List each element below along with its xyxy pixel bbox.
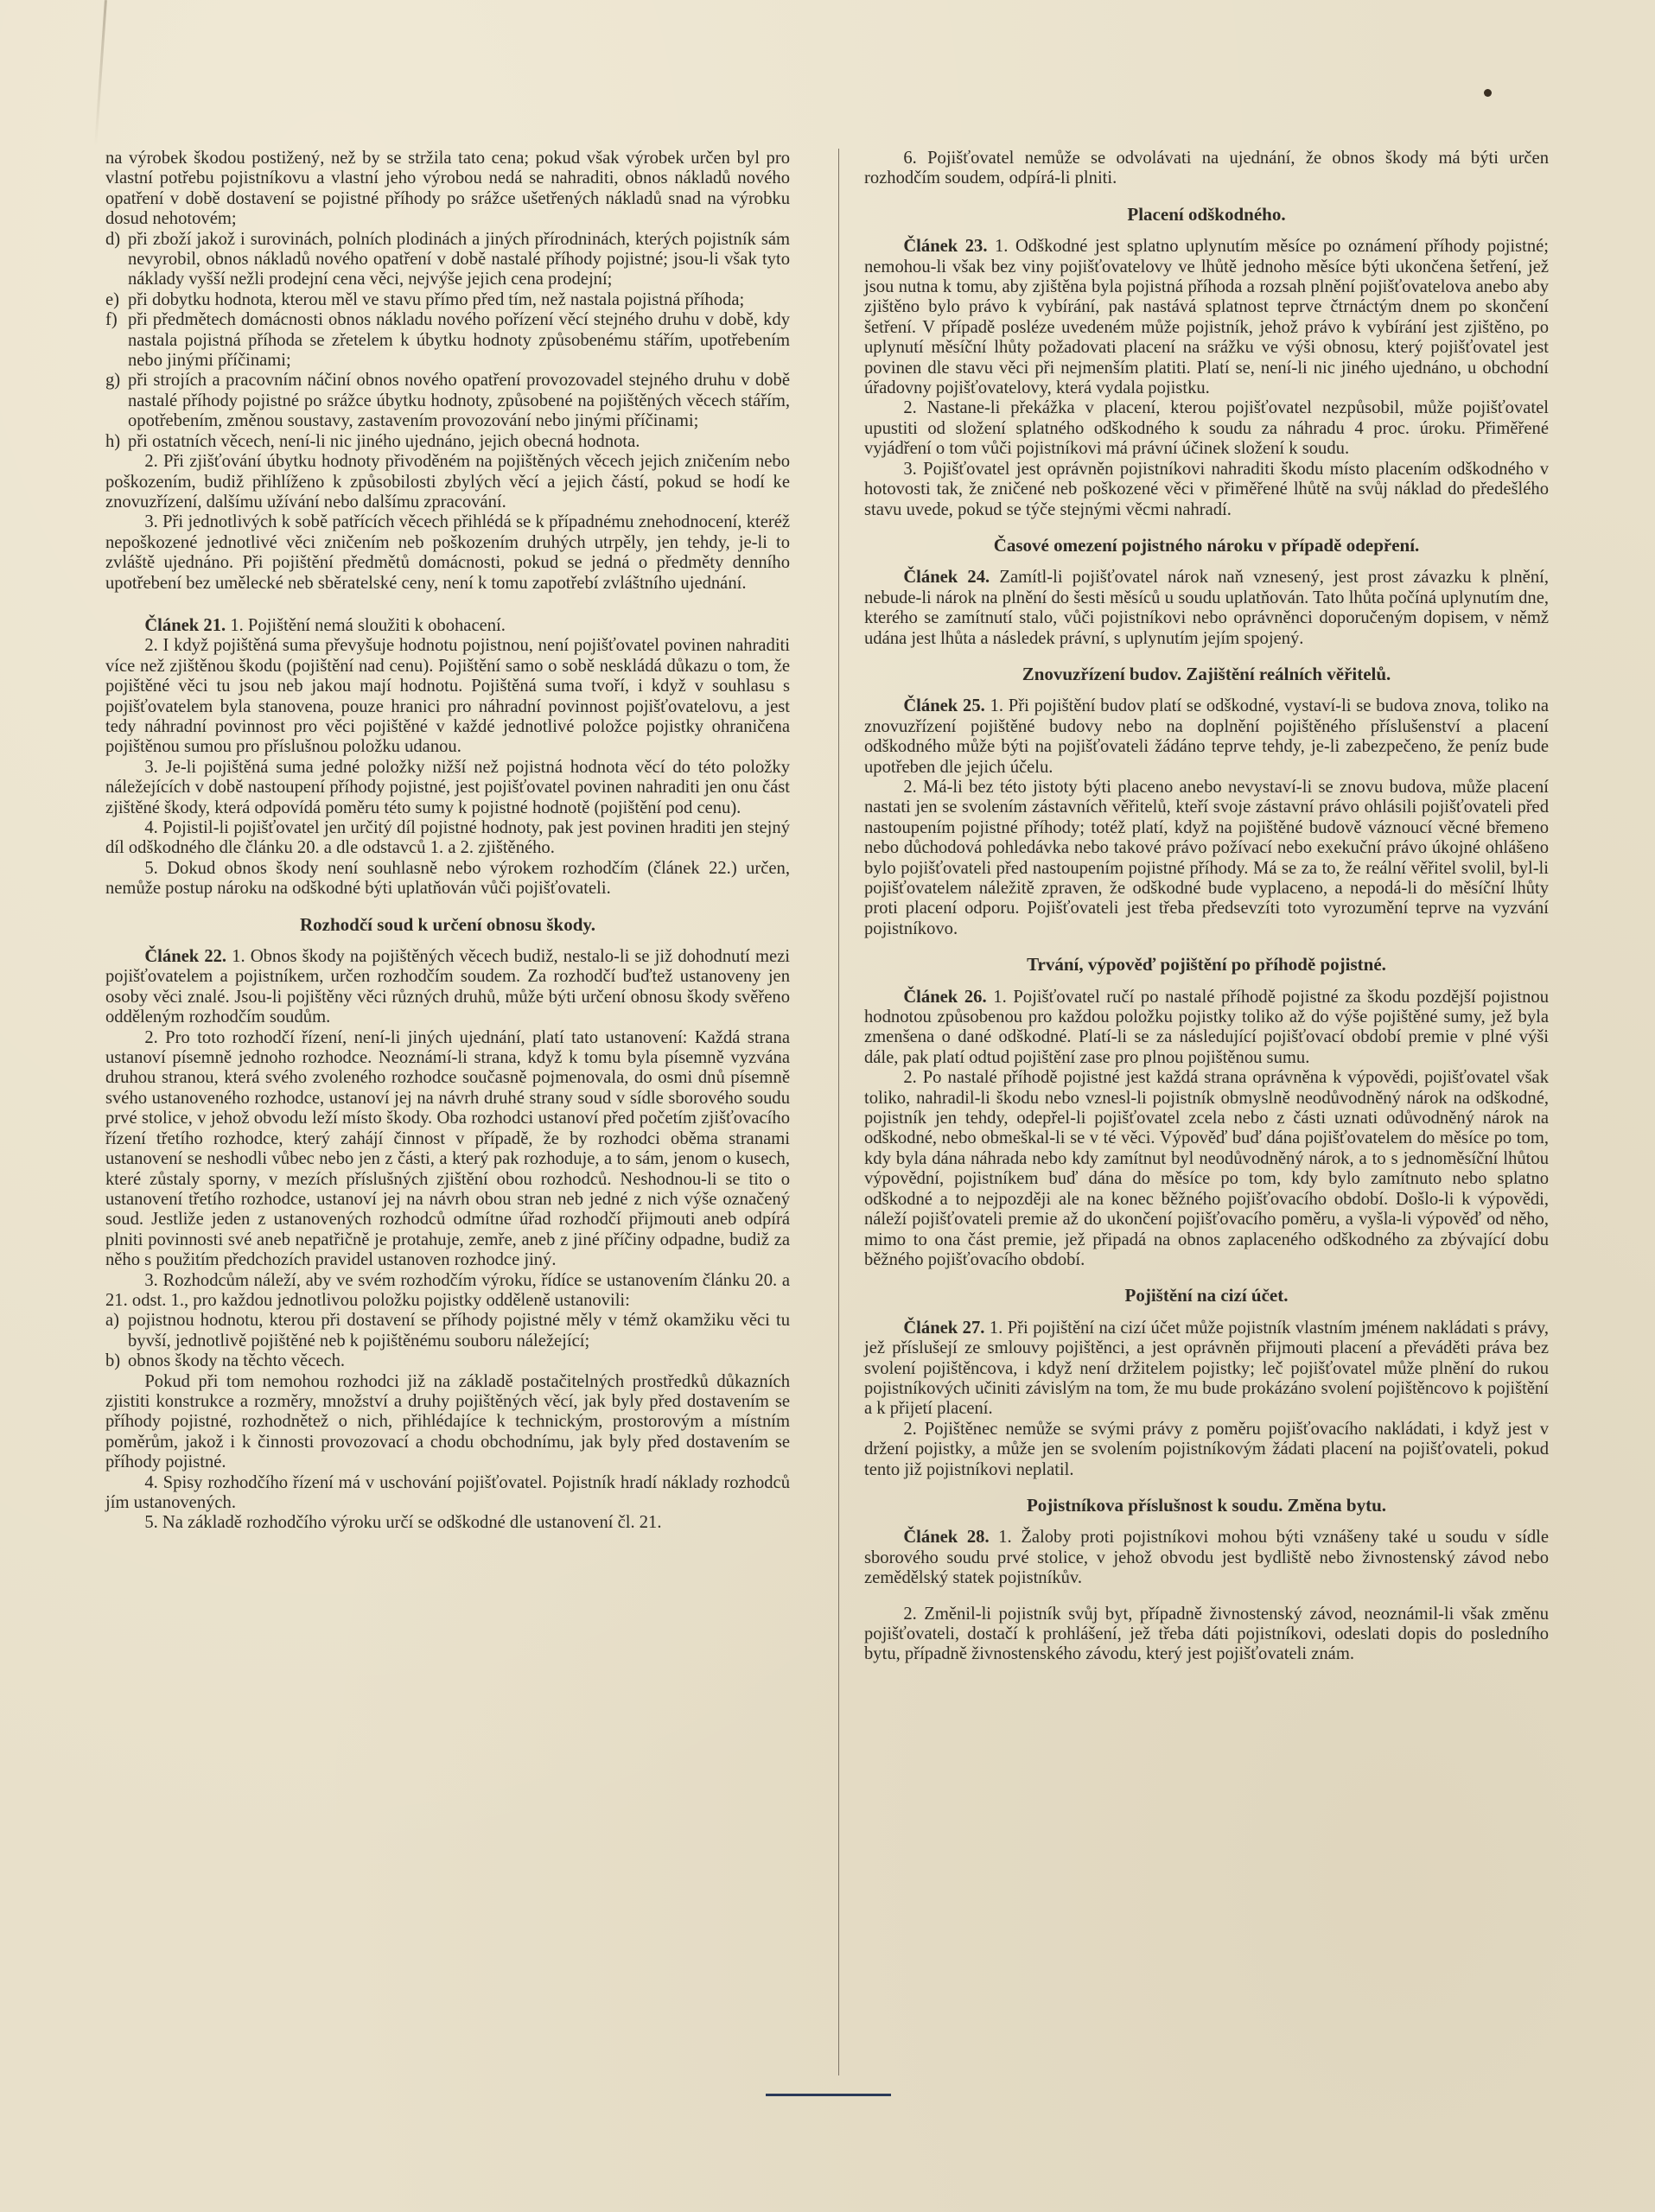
article-25 (864, 696, 1549, 778)
list-item (105, 371, 790, 431)
item-text: při zboží jakož i surovinách, polních plodinách a jiných přírodninách, kterých pojistník sám nevyrobil, obnos nákladů nového opatření v době nastalé příhody pojistné; jsou-li však tyto náklady vyšší nežli prodejní cena věci, nejvýše jejich cena prodejní; (128, 229, 790, 289)
paragraph: 1. Odškodné jest splatno uplynutím měsíce po oznámení příhody pojistné; nemohou-li však bez viny pojišťovatelovy ve lhůtě jednoho měsíce býti ukončena šetření, jež jsou nutna k tomu, aby zjištěna byla pojistná příhoda a rozsah plnění pojišťovatelova anebo aby zjištěno bylo právo k vybírání, pak nastává splatnost teprve čtrnáctým dnem po skončení šetření. V případě posléze uvedeném může pojistník, jehož právo k vybírání jest zjištěno, po uplynutí měsíční lhůty požadovati placení na srážku ve výši obnosu, který pojišťovatel jest povinen dle stavu věci při nejmenším platiti. Platí se, není-li nic jiného ujednáno, u obchodní úřadovny pojišťovatelovy, která vydala pojistku. (864, 237, 1549, 398)
item-text: při předmětech domácnosti obnos nákladu nového pořízení věcí stejného druhu v době, kdy nastala pojistná příhoda se zřetelem k úbytku hodnoty způsobenému stářím, upotřebením nebo jinými příčinami; (128, 310, 790, 371)
section-heading: Časové omezení pojistného nároku v případě odepření. (993, 534, 1420, 556)
item-text: obnos škody na těchto věcech. (128, 1351, 346, 1371)
article-28 (864, 1528, 1549, 1588)
paragraph: 1. Při pojištění na cizí účet může pojistník vlastním jménem nakládati s právy, jež příslušejí ze smlouvy pojištěnci, a jest oprávněn přijmouti placení a převáděti práva bez svolení pojištěncova, i když není držitelem pojistky; leč pojišťovatel může plnění do rukou pojistníkových učiniti závislým na tom, že mu bude prokázáno svolení pojištěncovo k pojištění a k přijetí placení. (864, 1318, 1549, 1419)
section-heading: Rozhodčí soud k určení obnosu škody. (300, 913, 595, 935)
paragraph: 2. Pojištěnec nemůže se svými právy z poměru pojišťovacího nakládati, i když jest v držení pojistky, a může jen se svolením pojistníkovým žádati placení na pojišťovateli, pokud tento již pojistníkovi neplatil. (864, 1419, 1549, 1479)
paragraph: 2. Nastane-li překážka v placení, kterou pojišťovatel nezpůsobil, může pojišťovatel upustiti od složení splatného odškodného k soudu za náhradu 4 proc. úroku. Přiměřené vyjádření o tom vůči pojistníkovi má právní účinek složení k soudu. (864, 398, 1549, 459)
item-marker: g) (105, 371, 121, 391)
article-21 (105, 616, 790, 636)
article-22 (105, 947, 790, 1028)
article-26 (864, 988, 1549, 1069)
list-item (105, 1351, 790, 1371)
section-heading: Znovuzřízení budov. Zajištění reálních věřitelů. (1022, 663, 1391, 684)
list-item (105, 432, 790, 452)
article-heading: Článek 26. (903, 987, 987, 1007)
spacer (105, 594, 790, 616)
left-column (105, 149, 790, 1534)
paragraph: 4. Pojistil-li pojišťovatel jen určitý díl pojistné hodnoty, pak jest povinen hraditi jen stejný díl odškodného dle článku 20. a dle odstavců 1. a 2. zjištěného. (105, 818, 790, 858)
paragraph: 1. Obnos škody na pojištěných věcech budiž, nestalo-li se již dohodnutí mezi pojišťovatelem a pojistníkem, určen rozhodčím soudem. Za rozhodčí buďtež ustanoveny jen osoby věci znalé. Jsou-li pojištěny věci různých druhů, může býti určení obnosu škody svěřeno odděleným rozhodčím soudům. (105, 947, 790, 1027)
ink-dot (1484, 89, 1492, 97)
article-23 (864, 237, 1549, 398)
article-heading: Článek 24. (903, 568, 990, 588)
paragraph: 2. Pro toto rozhodčí řízení, není-li jiných ujednání, platí tato ustanovení: Každá strana ustanoví písemně jednoho rozhodce. Neoznámí-li strana, když k tomu byla písemně vyzvána druhou stranou, která svého zvoleného rozhodce současně pojmenovala, do osmi dnů písemně svého ustanoveného rozhodce, ustanoví jej na návrh druhé strany soud v sídle sborového soudu prvé stolice, v jehož obvodu leží místo škody. Oba rozhodci ustanoví před početím zjišťovacího řízení třetího rozhodce, který zahájí činnost v případě, že by rozhodci oběma stranami ustanovení se neshodli vůbec nebo jen z části, a který pak rozhoduje, a to sám, jenom o kusech, které zůstaly sporny, v mezích příslušných zjištění obou rozhodců. Neshodnou-li se tito o ustanovení třetího rozhodce, ustanoví jej na návrh obou stran neb jedné z nich výše označený soud. Jestliže jeden z ustanovených rozhodců odmítne úřad rozhodčí přijmouti aneb odpírá plniti povinnosti své aneb nepatřičně je protahuje, zemře, aneb z jiné příčiny odpadne, budiž za něho s použitím předchozích pravidel ustanoven rozhodce jiný. (105, 1027, 790, 1270)
paragraph: 2. Má-li bez této jistoty býti placeno anebo nevystaví-li se znovu budova, může placení nastati jen se svolením zástavních věřitelů, kteří svoje zástavní právo ohlásili pojišťovateli před nastoupením pojistné příhody; totéž platí, když na pojištěné budově váznoucí věcné břemeno nebo důchodová pohledávka nebo takové právo požívací nebo exekuční právo úkojné ohlášeno bylo pojišťovateli před nastoupením pojistné příhody. Má se za to, že reální věřitel svolil, byl-li pojišťovatelem náležitě zpraven, že odškodné bude vyplaceno, a nepodá-li do měsíční lhůty proti placení odporu. Pojišťovateli jest třeba předsevzíti toto vyrozumění teprve na vyzvání pojistníkovo. (864, 777, 1549, 938)
list-item (105, 290, 790, 310)
paragraph: 6. Pojišťovatel nemůže se odvolávati na ujednání, že obnos škody má býti určen rozhodčím soudem, odpírá-li plniti. (864, 149, 1549, 188)
paragraph: 1. Žaloby proti pojistníkovi mohou býti vznášeny také u soudu v sídle sborového soudu prvé stolice, v jehož obvodu jest bydliště nebo živnostenský závod nebo zemědělský statek pojistníkův. (864, 1528, 1549, 1588)
item-marker: d) (105, 229, 121, 249)
paragraph: na výrobek škodou postižený, než by se stržila tato cena; pokud však výrobek určen byl pro vlastní potřebu pojistníkovu a vlastní jeho výrobou nedá se nahraditi, obnos nákladů nového opatření v době dostavení se pojistné příhody po srážce ušetřených nákladů snad na výrobku dosud nehotovém; (105, 149, 790, 229)
item-marker: a) (105, 1311, 119, 1331)
paragraph: 2. Změnil-li pojistník svůj byt, případně živnostenský závod, neoznámil-li však změnu pojišťovateli, dostačí k prohlášení, jež třeba dáti pojistníkovi, odeslati dopis do posledního bytu, případně živnostenského závodu, který jest pojišťovateli znám. (864, 1604, 1549, 1664)
paragraph: Zamítl-li pojišťovatel nárok naň vznesený, jest prost závazku k plnění, nebude-li nárok na plnění do šesti měsíců u soudu uplatňován. Tato lhůta počíná uplynutím dne, kterého se zamítnutí stalo, vůči pojistníkovi nebo oprávněnci doporučeným dopisem, v němž udána jest lhůta a následek právní, s uplynutím jejím spojený. (864, 568, 1549, 648)
item-text: pojistnou hodnotu, kterou při dostavení se příhody pojistné měly v témž okamžiku věci tu byvší, jednotlivě pojištěné neb k pojištěnému souboru náležející; (128, 1311, 790, 1351)
paragraph: 1. Pojišťovatel ručí po nastalé příhodě pojistné za škodu pozdější pojistnou hodnotou způsobenou pro každou položku pojistky toliko až do výše pojištěné sumy, jež byla zmenšena o dané odškodné. Platí-li se za následující pojišťovací období premie v plné výši dále, pak platí odtud pojištění zase pro plnou pojištěnou sumu. (864, 987, 1549, 1067)
section-heading: Pojistníkova příslušnost k soudu. Změna bytu. (1026, 1494, 1387, 1516)
article-heading: Článek 28. (903, 1528, 990, 1548)
article-24 (864, 568, 1549, 649)
paragraph: 3. Je-li pojištěná suma jedné položky nižší než pojistná hodnota věcí do této položky náležejících v době nastoupení příhody pojistné, jest pojišťovatel povinen nahraditi jen onu část zjištěné škody, která odpovídá poměru této sumy k pojistné hodnotě (pojištění pod cenu). (105, 757, 790, 817)
paper-crease (94, 0, 107, 147)
item-text: při ostatních věcech, není-li nic jiného ujednáno, jejich obecná hodnota. (128, 431, 640, 451)
paragraph: 3. Při jednotlivých k sobě patřících věcech přihlédá se k případnému znehodnocení, kteréž nepoškozené jednotlivé věci zničením neb poškozením druhých utrpěly, jen tehdy, je-li to zvláště ujednáno. Při pojištění předmětů domácnosti, pokud se jedná o předměty denního upotřebení bez umělecké neb sběratelské ceny, není k tomu zapotřebí zvláštního ujednání. (105, 512, 790, 593)
list-item (105, 230, 790, 290)
paragraph: 2. Při zjišťování úbytku hodnoty přivoděném na pojištěných věcech jejich zničením nebo poškozením, budiž přihlíženo k způsobilosti zbylých věcí a jejich částí, pokud se hodí ke znovuzřízení, dalšímu užívání nebo dalšímu zpracování. (105, 452, 790, 512)
paragraph: 1. Pojištění nemá sloužiti k obohacení. (230, 615, 506, 635)
end-rule (766, 2094, 891, 2096)
item-text: při strojích a pracovním náčiní obnos nového opatření provozovadel stejného druhu v době nastalé příhody pojistné po srážce úbytku hodnoty, způsobené na pojištěných věcech stářím, opotřebením, změnou soustavy, zastavením provozování nebo jinými příčinami; (128, 371, 790, 431)
paragraph: 4. Spisy rozhodčího řízení má v uschování pojišťovatel. Pojistník hradí náklady rozhodců jím ustanovených. (105, 1472, 790, 1512)
article-heading: Článek 25. (903, 696, 985, 716)
article-heading: Článek 27. (903, 1318, 985, 1338)
section-heading: Placení odškodného. (1127, 203, 1286, 225)
list-item (105, 1311, 790, 1351)
paragraph: 5. Dokud obnos škody není souhlasně nebo výrokem rozhodčím (článek 22.) určen, nemůže postup nároku na odškodné býti uplatňován vůči pojišťovateli. (105, 858, 790, 899)
paragraph: 3. Rozhodcům náleží, aby ve svém rozhodčím výroku, řídíce se ustanovením článku 20. a 21. odst. 1., pro každou jednotlivou položku pojistky odděleně ustanovili: (105, 1270, 790, 1310)
paragraph: Pokud při tom nemohou rozhodci již na základě postačitelných prostředků důkazních zjistiti konstrukce a rozměry, množství a druhy pojištěných věcí, jak byly před dostavením se příhody pojistné, rozhodnětež o nich, přihlédajíce k technickým, prostorovým a místním poměrům, jakož i k činnosti provozovací a chodu obchodnímu, jak byly před dostavením se příhody pojistné. (105, 1371, 790, 1472)
item-marker: h) (105, 431, 121, 451)
article-27 (864, 1319, 1549, 1420)
paragraph: 2. I když pojištěná suma převyšuje hodnotu pojistnou, není pojišťovatel povinen nahraditi více než zjištěnou škodu (pojištění nad cenu). Pojištění samo o sobě neskládá důkazu o tom, že pojištěné věci tu jsou neb jakou mají hodnotu. Pojištěná suma tvoří, i když v souhlasu s pojišťovatelem byla stanovena, pouze hranici pro náhradní povinnost pojišťovatelovu, a jest tedy náhradní povinnost pro věci pojištěné v každé jednotlivé položce pojistky ohraničena pojištěnou sumou pro příslušnou položku udanou. (105, 636, 790, 757)
article-heading: Článek 22. (144, 947, 227, 967)
paragraph: 2. Po nastalé příhodě pojistné jest každá strana oprávněna k výpovědi, pojišťovatel však toliko, nahradil-li škodu nebo vznesl-li pojistník obmyslně neodůvodněný nárok na odškodné, pojistník jen tehdy, odepřel-li pojišťovatel zcela nebo z části uznati odůvodněný nárok na odškodné, nebo obmeškal-li se v té věci. Výpověď buď dána pojišťovatelem do měsíce po tom, kdy byla dána náhrada nebo kdy zamítnut byl neodůvodněný nárok, a to s jednoměsíční lhůtou výpovědní, pojistníkem buď dána do měsíce po tom, kdy bylo zamítnuto nebo splatno odškodné a to nejpozději ale na konec běžného pojišťovacího období. Došlo-li k výpovědi, náleží pojišťovateli premie až do ukončení pojišťovacího poměru, a vyšla-li výpověď od něho, mimo to ona část premie, jež připadá na obnos zaplaceného odškodného za zbývající dobu běžného pojišťovacího období. (864, 1068, 1549, 1269)
article-heading: Článek 21. (144, 615, 226, 635)
section-heading: Pojištění na cizí účet. (1124, 1285, 1289, 1306)
right-column (864, 149, 1549, 1665)
paragraph: 5. Na základě rozhodčího výroku určí se odškodné dle ustanovení čl. 21. (144, 1513, 662, 1533)
item-marker: e) (105, 289, 119, 309)
article-heading: Článek 23. (903, 237, 988, 257)
spacer (864, 1589, 1549, 1605)
item-marker: f) (105, 310, 118, 330)
paragraph: 1. Při pojištění budov platí se odškodné, vystaví-li se budova znova, toliko na znovuzřízení pojištěné budovy nebo na doplnění pojištěného příslušenství a placení odškodného může býti na pojišťovateli žádáno teprve tehdy, je-li zabezpečeno, že peníz bude upotřeben dle jejich účelu. (864, 696, 1549, 777)
column-divider (838, 149, 839, 2075)
list-item (105, 310, 790, 371)
paragraph: 3. Pojišťovatel jest oprávněn pojistníkovi nahraditi škodu místo placením odškodného v hotovosti tak, že zničené neb poškozené věci v přiměřené lhůtě na svůj náklad do předešlého stavu uvede, pokud se týče stejnými věcmi nahradí. (864, 459, 1549, 519)
item-text: při dobytku hodnota, kterou měl ve stavu přímo před tím, než nastala pojistná příhoda; (128, 289, 745, 309)
item-marker: b) (105, 1351, 121, 1371)
section-heading: Trvání, výpověď pojištění po příhodě pojistné. (1027, 954, 1386, 976)
